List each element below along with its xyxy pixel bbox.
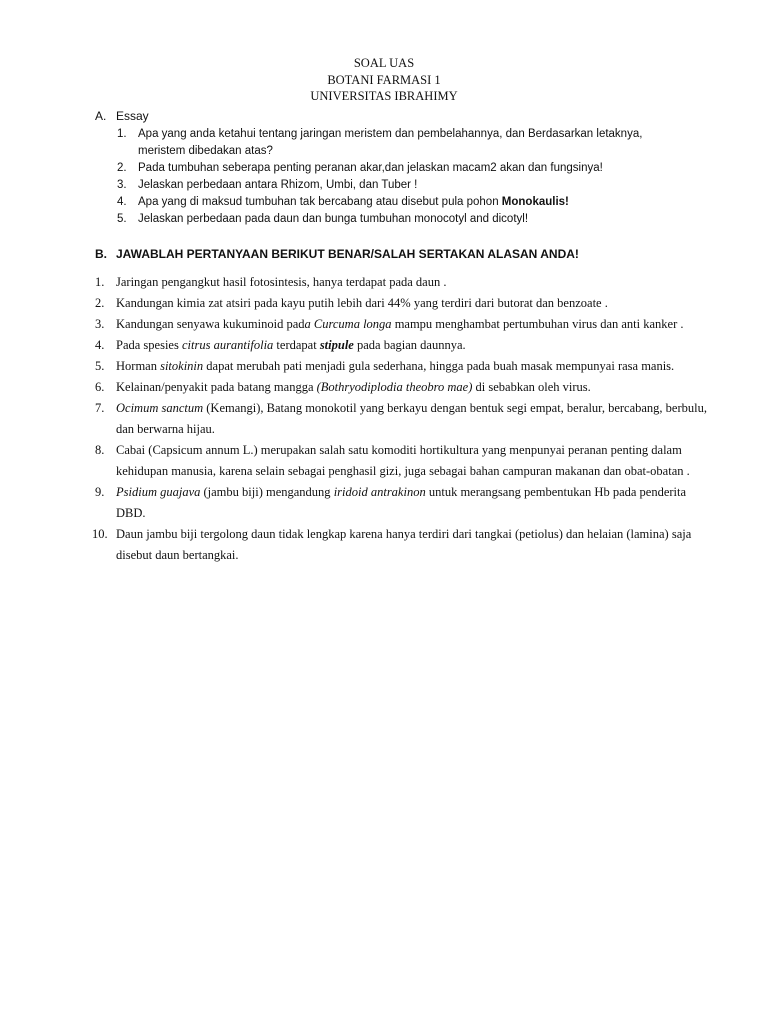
essay-question-list xyxy=(117,126,677,228)
question-text-italic: (Bothryodiplodia theobro mae) xyxy=(316,380,473,394)
question-text: mampu menghambat pertumbuhan virus dan anti kanker . xyxy=(391,317,684,331)
question-text-italic: Ocimum sanctum xyxy=(116,401,204,415)
question-text: Apa yang anda ketahui tentang jaringan meristem dan pembelahannya, dan Berdasarkan letaknya, meristem dibedakan atas? xyxy=(138,128,643,157)
question-text: Kandungan senyawa kukuminoid pad xyxy=(116,317,305,331)
question-text: Cabai (Capsicum annum L.) merupakan salah satu komoditi hortikultura yang menpunyai peranan penting dalam kehidupan manusia, karena selain sebagai penghasil gizi, juga sebagai bahan campuran makanan dan obat-obatan . xyxy=(116,443,690,478)
question-number: 6. xyxy=(95,380,105,394)
question-text-italic: sitokinin xyxy=(160,359,204,373)
tf-question xyxy=(95,377,715,398)
question-number: 9. xyxy=(95,485,105,499)
header-line-3: UNIVERSITAS IBRAHIMY xyxy=(310,89,458,103)
true-false-question-list xyxy=(92,272,715,566)
tf-question xyxy=(95,272,715,293)
question-number: 3. xyxy=(95,317,105,331)
question-text: untuk merangsang pembentukan Hb pada penderita DBD. xyxy=(116,485,687,520)
question-text-bold: Monokaulis! xyxy=(501,196,569,208)
essay-question xyxy=(117,194,677,211)
tf-question xyxy=(95,398,715,440)
question-text: Jelaskan perbedaan pada daun dan bunga tumbuhan monocotyl and dicotyl! xyxy=(138,213,529,225)
question-number: 2. xyxy=(95,296,105,310)
question-number: 5. xyxy=(95,359,105,373)
question-text: (jambu biji) mengandung xyxy=(200,485,334,499)
section-a-heading xyxy=(95,109,149,123)
question-text: Kandungan kimia zat atsiri pada kayu putih lebih dari 44% yang terdiri dari butorat dan benzoate . xyxy=(116,296,608,310)
question-text: Jelaskan perbedaan antara Rhizom, Umbi, dan Tuber ! xyxy=(138,179,418,191)
section-a-letter: A. xyxy=(95,109,107,123)
question-number: 5. xyxy=(117,213,127,225)
tf-question xyxy=(95,356,715,377)
question-text-italic: citrus aurantifolia xyxy=(181,338,274,352)
document-header xyxy=(0,55,768,105)
essay-question xyxy=(117,160,677,177)
tf-question xyxy=(95,314,715,335)
question-text: dapat merubah pati menjadi gula sederhana, hingga pada buah masak mempunyai rasa manis. xyxy=(203,359,675,373)
question-text: Pada tumbuhan seberapa penting peranan akar,dan jelaskan macam2 akan dan fungsinya! xyxy=(138,162,603,174)
question-text-italic: a Curcuma longa xyxy=(304,317,392,331)
header-line-1: SOAL UAS xyxy=(353,56,415,70)
question-number: 4. xyxy=(95,338,105,352)
tf-question xyxy=(95,440,715,482)
essay-question xyxy=(117,177,677,194)
essay-question xyxy=(117,126,677,160)
question-number: 4. xyxy=(117,196,127,208)
question-text: Daun jambu biji tergolong daun tidak lengkap karena hanya terdiri dari tangkai (petiolus) dan helaian (lamina) saja disebut daun bertangkai. xyxy=(116,527,692,562)
question-text: Horman xyxy=(116,359,161,373)
question-text-italic: Psidium guajava xyxy=(116,485,201,499)
section-b-heading xyxy=(95,247,579,261)
question-number: 2. xyxy=(117,162,127,174)
question-number: 8. xyxy=(95,443,105,457)
tf-question xyxy=(95,293,715,314)
tf-question xyxy=(95,482,715,524)
question-number: 10. xyxy=(92,527,108,541)
tf-question xyxy=(95,335,715,356)
question-number: 1. xyxy=(117,128,127,140)
section-b-letter: B. xyxy=(95,247,107,261)
question-text: Apa yang di maksud tumbuhan tak bercabang atau disebut pula pohon xyxy=(138,196,502,208)
question-text: Kelainan/penyakit pada batang mangga xyxy=(116,380,317,394)
question-text: di sebabkan oleh virus. xyxy=(472,380,591,394)
header-line-2: BOTANI FARMASI 1 xyxy=(327,72,441,87)
tf-question xyxy=(92,524,715,566)
question-number: 7. xyxy=(95,401,105,415)
question-text: (Kemangi), Batang monokotil yang berkayu dengan bentuk segi empat, beralur, bercabang, berbulu, dan berwarna hijau. xyxy=(116,401,707,436)
question-text: terdapat xyxy=(273,338,320,352)
question-text: Jaringan pengangkut hasil fotosintesis, hanya terdapat pada daun . xyxy=(116,275,447,289)
question-number: 1. xyxy=(95,275,105,289)
question-text-bold-italic: stipule xyxy=(319,338,354,352)
section-b-title: JAWABLAH PERTANYAAN BERIKUT BENAR/SALAH SERTAKAN ALASAN ANDA! xyxy=(116,247,579,261)
essay-question xyxy=(117,211,677,228)
question-text: pada bagian daunnya. xyxy=(353,338,466,352)
section-a-title: Essay xyxy=(116,109,149,123)
question-text-italic: iridoid antrakinon xyxy=(333,485,426,499)
question-number: 3. xyxy=(117,179,127,191)
question-text: Pada spesies xyxy=(116,338,182,352)
